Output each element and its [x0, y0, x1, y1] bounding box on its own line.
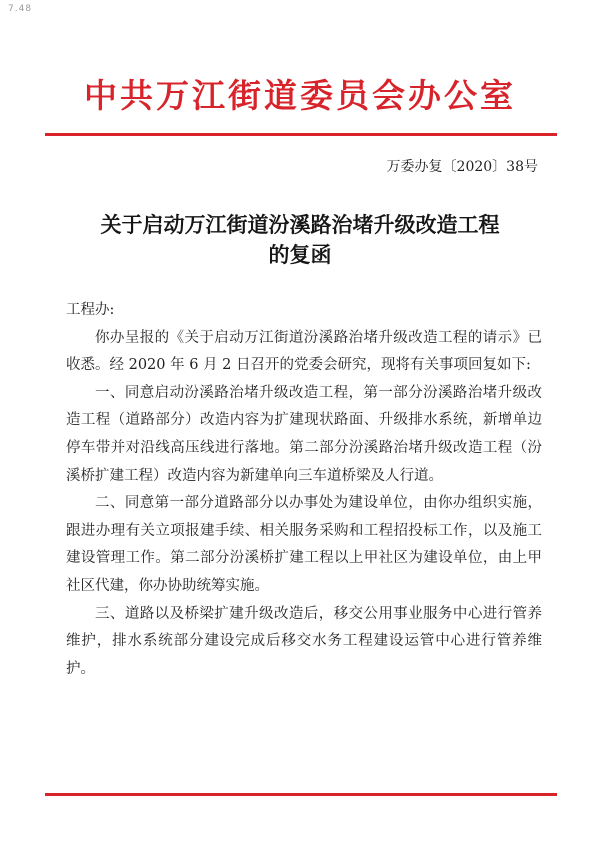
page-mark: 7.48 [8, 4, 33, 14]
document-title-line-1: 关于启动万江街道汾溪路治堵升级改造工程 [100, 212, 500, 237]
paragraph-item-2: 二、同意第一部分道路部分以办事处为建设单位，由你办组织实施，跟进办理有关立项报建手续、相关服务采购和工程招投标工作，以及施工建设管理工作。第二部分汾溪桥扩建工程以上甲社区为建设单位，由上甲社区代建，你办协助统筹实施。 [66, 495, 542, 594]
paragraph-item-1: 一、同意启动汾溪路治堵升级改造工程，第一部分汾溪路治堵升级改造工程（道路部分）改造内容为扩建现状路面、升级排水系统，新增单边停车带并对沿线高压线进行落地。第二部分汾溪路治堵升级改造工程（汾溪桥扩建工程）改造内容为新建单向三车道桥梁及人行道。 [66, 384, 542, 484]
office-header-title: 中共万江街道委员会办公室 [84, 76, 516, 115]
header-red-rule [45, 133, 557, 136]
document-body [66, 297, 542, 683]
paragraph-intro: 你办呈报的《关于启动万江街道汾溪路治堵升级改造工程的请示》已收悉。经 2020 年 6 月 2 日召开的党委会研究，现将有关事项回复如下: [66, 329, 542, 374]
paragraph-item-3: 三、道路以及桥梁扩建升级改造后，移交公用事业服务中心进行管养维护，排水系统部分建设完成后移交水务工程建设运管中心进行管养维护。 [66, 605, 542, 677]
document-title-line-2: 的复函 [268, 242, 332, 267]
document-number: 万委办复〔2020〕38号 [386, 159, 538, 175]
document-title [0, 210, 600, 270]
salutation: 工程办: [66, 302, 115, 318]
footer-red-rule [45, 793, 557, 796]
